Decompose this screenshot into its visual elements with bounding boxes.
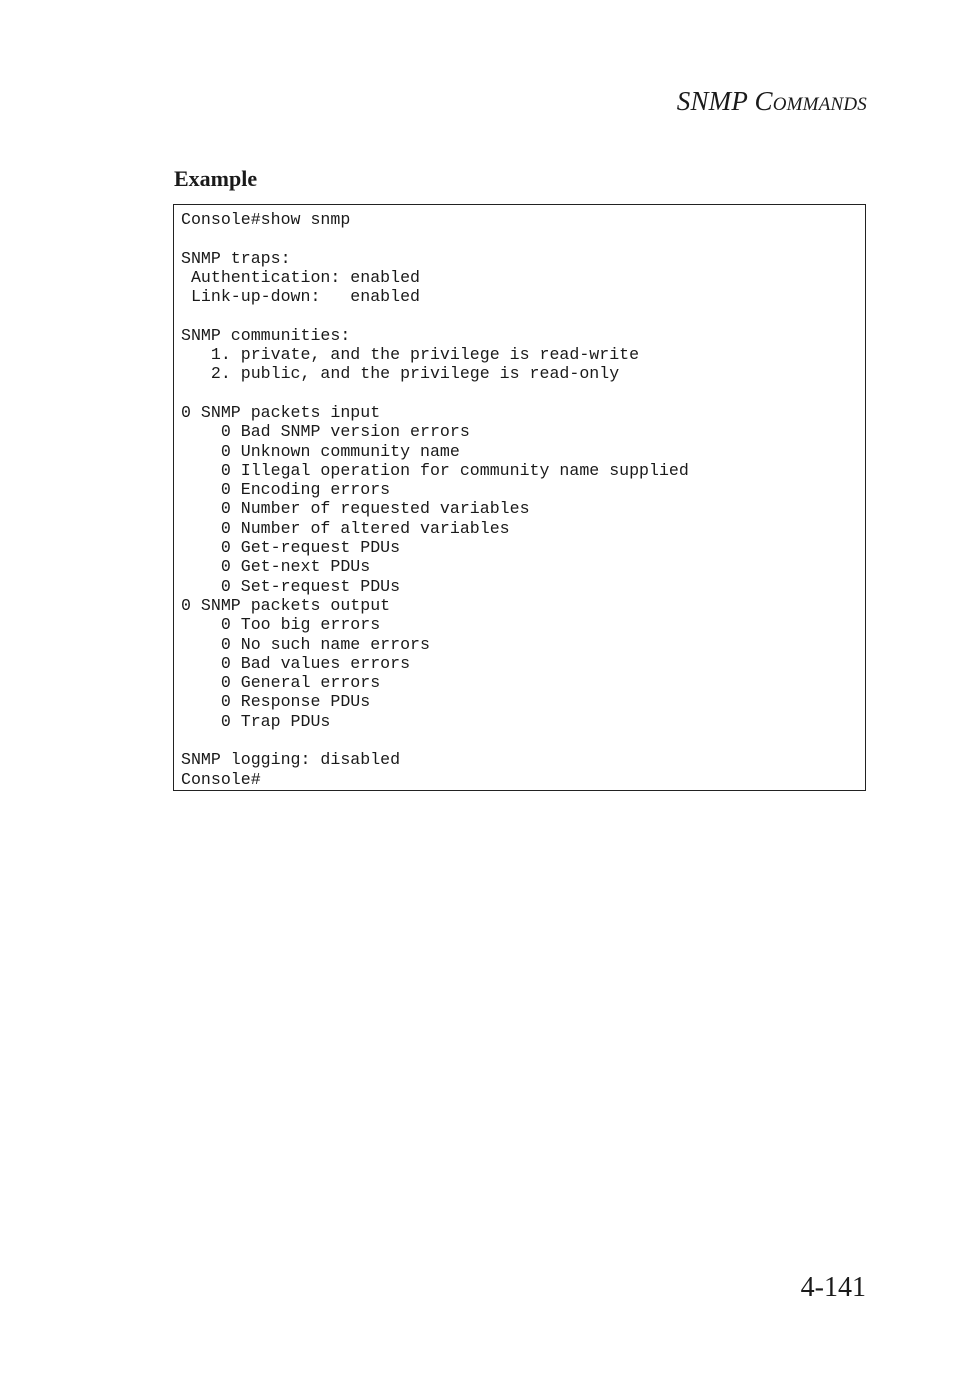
section-heading: Example — [174, 166, 258, 191]
console-output: Console#show snmp SNMP traps: Authentication: enabled Link-up-down: enabled SNMP communities: 1. private, and the privilege is read-write 2. public, and the privilege is read-only 0 SNMP packets input 0 Bad SNMP version errors 0 Unknown community name 0 Illegal operation for community name supplied 0 Encoding errors 0 Number of requested variables 0 Number of altered variables 0 Get-request PDUs 0 Get-next PDUs 0 Set-request PDUs 0 SNMP packets output 0 Too big errors 0 No such name errors 0 Bad values errors 0 General errors 0 Response PDUs 0 Trap PDUs SNMP logging: disabled Console# — [181, 210, 689, 789]
running-header-prefix: SNMP C — [676, 86, 773, 116]
running-header-smallcaps: OMMANDS — [772, 94, 867, 115]
code-example-box — [173, 204, 866, 791]
running-header — [677, 86, 867, 117]
page-number: 4-141 — [800, 1272, 866, 1303]
